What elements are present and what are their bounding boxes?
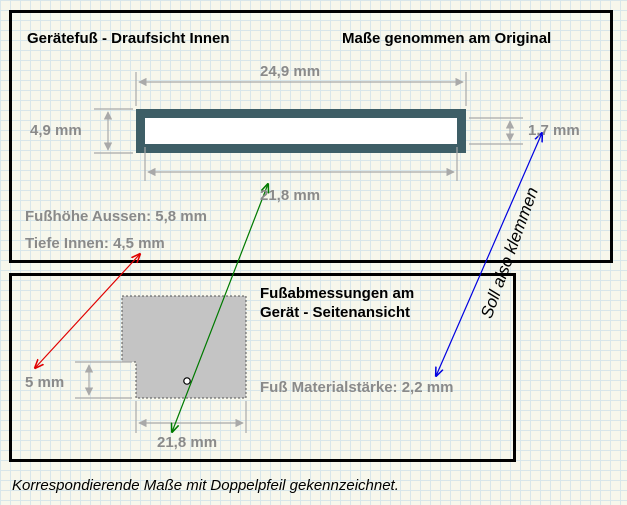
clamp-annotation: Soll also klemmen — [477, 184, 543, 321]
dimension-width-side — [136, 401, 246, 433]
top-panel-title: Gerätefuß - Draufsicht Innen — [27, 30, 230, 47]
label-height-outer: 4,9 mm — [30, 122, 82, 139]
dimension-height-outer — [94, 109, 133, 153]
label-width-outer: 24,9 mm — [260, 63, 321, 80]
label-material-thickness: Fuß Materialstärke: 2,2 mm — [260, 379, 454, 396]
label-foot-height-outer: Fußhöhe Aussen: 5,8 mm — [25, 208, 207, 225]
dimension-inner-height — [469, 118, 523, 144]
label-step: 5 mm — [25, 374, 65, 391]
blue-correspondence-arrow — [436, 133, 542, 376]
label-depth-inner: Tiefe Innen: 4,5 mm — [25, 235, 165, 252]
top-panel-note: Maße genommen am Original — [342, 30, 552, 47]
pivot-hole — [184, 378, 190, 384]
caption: Korrespondierende Maße mit Doppelpfeil gekennzeichnet. — [12, 477, 399, 494]
dimension-step — [75, 362, 132, 398]
label-width-inner: 21,8 mm — [260, 187, 321, 204]
label-inner-height: 1,7 mm — [528, 122, 580, 139]
bottom-panel-title-line1: Fußabmessungen am — [260, 285, 415, 302]
label-width-side: 21,8 mm — [157, 434, 218, 451]
foot-frame-inner — [145, 118, 457, 144]
bottom-panel-title-line2: Gerät - Seitenansicht — [260, 304, 411, 321]
